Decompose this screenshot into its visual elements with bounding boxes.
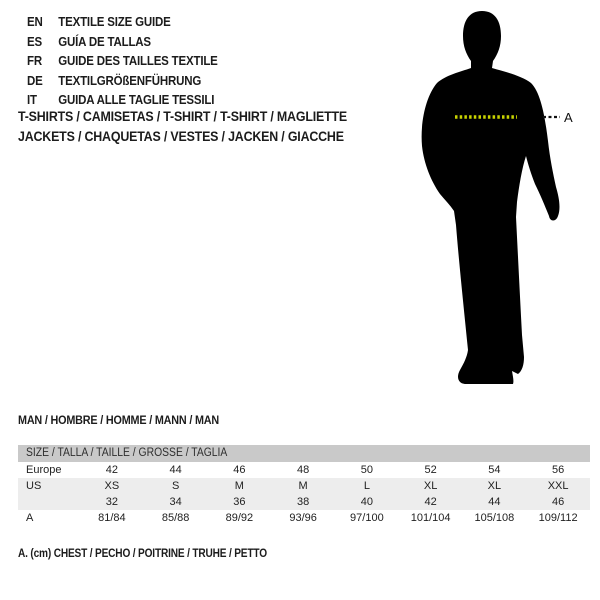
chest-footnote: A. (cm) CHEST / PECHO / POITRINE / TRUHE / PETTO [18, 548, 267, 560]
size-cell: M [234, 480, 244, 492]
size-cell: 97/100 [350, 512, 384, 524]
size-table [18, 445, 590, 526]
section-title-man: MAN / HOMBRE / HOMME / MANN / MAN [18, 413, 220, 427]
size-cell: S [171, 480, 180, 492]
language-title: GUÍA DE TALLAS [58, 34, 151, 49]
size-cell: 46 [552, 496, 565, 508]
size-table-body [18, 462, 590, 526]
size-cell: 81/84 [98, 512, 126, 524]
size-cell: 54 [488, 464, 501, 476]
size-cell: 34 [169, 496, 182, 508]
man-silhouette-svg [400, 5, 600, 405]
size-cell: 56 [552, 464, 565, 476]
measurement-a-label: A [564, 110, 573, 125]
row-label: US [26, 480, 42, 492]
size-cell: XL [487, 480, 502, 492]
language-code: FR [27, 54, 42, 68]
size-table-header [18, 445, 590, 462]
size-table-header-text: SIZE / TALLA / TAILLE / GRÖSSE / TAGLIA [26, 447, 228, 459]
table-row [18, 478, 590, 494]
language-row [27, 52, 218, 72]
language-title: GUIDA ALLE TAGLIE TESSILI [58, 93, 215, 107]
table-row [18, 462, 590, 478]
size-cell: 85/88 [161, 512, 190, 524]
size-cell: 105/108 [474, 512, 515, 524]
size-cell: XL [423, 480, 438, 492]
size-cell: 52 [424, 464, 437, 476]
table-row [18, 510, 590, 526]
category-line-tshirts: T-SHIRTS / CAMISETAS / T-SHIRT / T-SHIRT / MAGLIETTE [18, 109, 348, 124]
size-cell: M [298, 480, 308, 492]
category-line-jackets: JACKETS / CHAQUETAS / VESTES / JACKEN / GIACCHE [18, 128, 344, 144]
row-label [18, 494, 80, 510]
language-code: DE [27, 73, 43, 88]
language-code: EN [27, 15, 43, 29]
size-cell: 89/92 [225, 512, 254, 524]
row-label: A [26, 512, 34, 524]
size-cell: 44 [169, 464, 182, 476]
size-cell: XXL [547, 480, 569, 492]
size-cell: 48 [297, 464, 310, 476]
size-cell: 50 [360, 464, 373, 476]
size-cell: 38 [297, 496, 310, 508]
language-row [27, 33, 218, 53]
size-cell: XS [104, 480, 120, 492]
size-cell: 42 [105, 464, 118, 476]
size-cell: 101/104 [410, 512, 451, 524]
language-row [27, 72, 218, 92]
size-cell: 42 [424, 496, 437, 508]
category-lines [18, 107, 347, 146]
language-title: TEXTILGRÖßENFÜHRUNG [58, 73, 202, 88]
language-row [27, 13, 218, 33]
size-cell: 93/96 [289, 512, 317, 524]
size-cell: 46 [233, 464, 246, 476]
language-title: GUIDE DES TAILLES TEXTILE [58, 54, 218, 68]
size-cell: 32 [105, 496, 118, 508]
man-silhouette-path [422, 11, 560, 384]
table-row [18, 494, 590, 510]
size-cell: L [363, 480, 370, 492]
language-code: ES [27, 34, 42, 49]
row-label: Europe [26, 464, 62, 476]
man-silhouette-figure [400, 5, 600, 405]
language-code: IT [27, 93, 37, 107]
size-cell: 109/112 [538, 512, 578, 524]
size-cell: 40 [360, 496, 373, 508]
size-cell: 36 [233, 496, 246, 508]
size-cell: 44 [488, 496, 501, 508]
language-title: TEXTILE SIZE GUIDE [58, 15, 171, 29]
language-list [27, 13, 218, 111]
